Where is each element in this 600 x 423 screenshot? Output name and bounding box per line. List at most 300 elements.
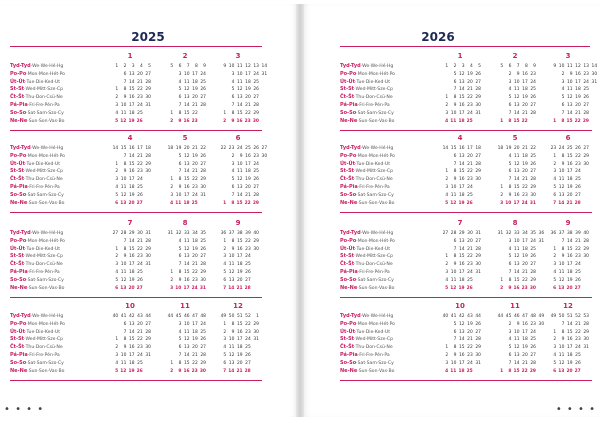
day-cell: 16 [575, 71, 581, 77]
day-cell: 24 [200, 71, 206, 77]
day-cell: 16 [183, 184, 190, 190]
day-cell: 42 [128, 314, 135, 319]
day-cell: 13 [458, 153, 465, 159]
weekday-label: St-St·Wed·Mitt·Sze·Cp [340, 336, 394, 343]
day-cell: 1 [500, 184, 504, 190]
day-cell: 21 [467, 161, 473, 167]
day-row [440, 168, 481, 176]
day-cell: 23 [245, 329, 251, 335]
day-cell: 29 [475, 169, 481, 175]
day-cell: 26 [200, 87, 206, 93]
day-cell: 20 [183, 146, 190, 151]
day-row [548, 153, 589, 161]
day-row [495, 176, 536, 184]
day-row [218, 277, 259, 285]
day-cell: 17 [128, 102, 135, 108]
day-cell: 9 [561, 254, 565, 260]
day-cell: 30 [475, 262, 481, 268]
day-cell: 4 [508, 246, 512, 252]
day-cell: 1 [553, 153, 557, 159]
day-cell: 3 [561, 79, 565, 85]
day-cell: 16 [566, 337, 573, 343]
day-row [165, 168, 206, 176]
day-cell: 12 [183, 337, 190, 343]
day-row [495, 86, 536, 94]
day-row [165, 102, 206, 110]
day-cell: 23 [550, 146, 557, 151]
week-number-row [110, 230, 151, 238]
day-cell: 6 [508, 262, 512, 268]
weekday-label: Čt-Št·Thu·Don·Csü·Ne [10, 176, 63, 183]
day-cell: 19 [467, 71, 473, 77]
day-cell: 23 [575, 254, 581, 260]
month-number: 5 [182, 134, 188, 142]
day-row [218, 344, 259, 352]
day-cell: 9 [123, 169, 127, 175]
day-row [165, 277, 206, 285]
day-cell: 14 [566, 321, 573, 327]
day-cell: 14 [261, 64, 268, 69]
day-cell: 14 [458, 161, 465, 167]
day-cell: 22 [467, 95, 473, 101]
day-cell: 2 [445, 177, 449, 183]
day-cell: 40 [583, 231, 589, 236]
month-grid [495, 63, 536, 125]
day-cell: 31 [475, 231, 481, 236]
day-cell: 27 [475, 238, 481, 244]
day-cell: 10 [236, 71, 243, 77]
day-cell: 20 [236, 360, 243, 366]
day-cell: 19 [192, 153, 198, 159]
day-cell: 21 [137, 79, 143, 85]
day-row [110, 269, 151, 277]
day-cell: 10 [450, 269, 457, 275]
day-cell: 47 [192, 314, 198, 319]
day-cell: 1 [115, 161, 119, 167]
day-row [110, 336, 151, 344]
day-cell: 38 [236, 231, 243, 236]
day-cell: 40 [253, 231, 259, 236]
day-cell: 17 [467, 146, 473, 151]
weekday-label: Po-Po·Mon·Mon·Hét·Po [340, 237, 395, 244]
day-row [495, 253, 544, 261]
day-cell: 16 [128, 146, 135, 151]
day-cell: 17 [458, 269, 465, 275]
day-row [548, 321, 589, 329]
day-cell: 12 [236, 87, 243, 93]
day-cell: 19 [192, 337, 198, 343]
day-row [110, 192, 151, 200]
day-cell: 27 [574, 285, 581, 291]
day-cell: 30 [253, 246, 259, 252]
day-cell: 22 [530, 146, 536, 151]
day-cell: 20 [128, 200, 135, 206]
day-cell: 18 [236, 345, 243, 351]
day-cell: 39 [245, 231, 251, 236]
day-row [548, 118, 597, 126]
day-row [495, 168, 536, 176]
month-grid [165, 145, 206, 207]
day-cell: 18 [167, 146, 174, 151]
day-cell: 24 [245, 337, 251, 343]
day-row [165, 110, 206, 118]
day-cell: 26 [253, 87, 259, 93]
day-cell: 14 [128, 79, 135, 85]
day-cell: 4 [115, 184, 119, 190]
day-cell: 20 [192, 254, 198, 260]
day-cell: 27 [112, 231, 119, 236]
month-number: 9 [235, 219, 241, 227]
day-cell: 20 [522, 102, 528, 108]
day-cell: 16 [522, 321, 528, 327]
weekday-labels [10, 230, 65, 292]
day-cell: 16 [236, 118, 243, 124]
day-cell: 19 [522, 161, 528, 167]
day-cell: 8 [231, 200, 235, 206]
day-cell: 50 [228, 314, 235, 319]
month-grid [440, 63, 481, 125]
day-cell: 9 [553, 64, 557, 69]
day-cell: 8 [508, 368, 512, 374]
day-cell: 22 [574, 118, 581, 124]
weekday-label: St-St·Wed·Mitt·Sze·Cp [10, 253, 64, 260]
day-cell: 11 [558, 177, 565, 183]
day-cell: 10 [183, 321, 190, 327]
day-cell: 14 [128, 153, 135, 159]
day-cell: 13 [558, 368, 565, 374]
day-cell: 29 [475, 95, 481, 101]
day-cell: 26 [137, 277, 143, 283]
day-cell: 27 [583, 102, 589, 108]
day-cell: 20 [245, 95, 251, 101]
day-row [110, 238, 151, 246]
month-number: 12 [233, 302, 243, 310]
day-cell: 17 [513, 200, 520, 206]
month-number: 4 [457, 134, 463, 142]
day-cell: 25 [466, 118, 473, 124]
day-cell: 3 [178, 321, 182, 327]
day-cell: 25 [575, 177, 581, 183]
day-cell: 19 [522, 345, 528, 351]
weekday-label: Čt-Št·Thu·Don·Csü·Ne [340, 261, 393, 268]
day-cell: 2 [115, 95, 119, 101]
day-cell: 2 [231, 153, 235, 159]
day-cell: 14 [236, 192, 243, 198]
day-cell: 24 [521, 200, 528, 206]
day-cell: 28 [253, 192, 259, 198]
day-cell: 9 [569, 71, 573, 77]
day-cell: 5 [553, 277, 557, 283]
day-cell: 14 [458, 337, 465, 343]
day-cell: 15 [458, 169, 465, 175]
day-cell: 31 [253, 337, 259, 343]
day-cell: 22 [200, 146, 206, 151]
day-cell: 4 [561, 87, 565, 93]
day-cell: 16 [458, 352, 465, 358]
day-cell: 9 [178, 118, 182, 124]
day-cell: 1 [500, 118, 504, 124]
day-cell: 11 [120, 184, 127, 190]
day-cell: 30 [200, 277, 206, 283]
day-cell: 12 [183, 246, 190, 252]
weekday-label: Tyd-Tyd·We·We·Hé·Hg [340, 145, 394, 151]
day-cell: 25 [583, 87, 589, 93]
weekday-labels [340, 63, 395, 125]
day-cell: 21 [566, 200, 573, 206]
week-number-row [110, 313, 151, 321]
day-cell: 19 [522, 95, 528, 101]
day-cell: 2 [445, 102, 449, 108]
day-cell: 19 [128, 277, 135, 283]
day-cell: 12 [513, 254, 520, 260]
day-row [548, 253, 589, 261]
day-cell: 27 [475, 79, 481, 85]
day-row [440, 118, 481, 126]
day-cell: 8 [561, 246, 565, 252]
day-cell: 15 [513, 184, 520, 190]
day-cell: 28 [530, 269, 536, 275]
day-cell: 1 [223, 238, 227, 244]
day-cell: 30 [137, 231, 143, 236]
day-cell: 31 [200, 192, 206, 198]
day-row [440, 94, 481, 102]
day-cell: 9 [178, 277, 182, 283]
day-cell: 25 [467, 192, 473, 198]
day-row [495, 285, 544, 293]
day-row [440, 200, 481, 208]
day-cell: 2 [553, 337, 557, 343]
day-row [165, 94, 206, 102]
day-cell: 12 [228, 269, 235, 275]
day-cell: 6 [508, 352, 512, 358]
day-cell: 25 [566, 146, 573, 151]
day-cell: 8 [231, 321, 235, 327]
month-number: 7 [457, 219, 463, 227]
day-cell: 2 [170, 368, 174, 374]
day-cell: 20 [522, 352, 528, 358]
day-cell: 10 [558, 262, 565, 268]
day-cell: 1 [445, 254, 449, 260]
day-cell: 19 [128, 368, 135, 374]
day-cell: 10 [120, 352, 127, 358]
day-cell: 40 [442, 314, 449, 319]
year-title-right: 2026 [421, 30, 455, 44]
day-cell: 42 [458, 314, 465, 319]
day-cell: 46 [183, 314, 190, 319]
day-cell: 4 [508, 337, 512, 343]
day-cell: 6 [453, 329, 457, 335]
weekday-label: Čt-Št·Thu·Don·Csü·Ne [10, 344, 63, 351]
day-cell: 6 [115, 285, 119, 291]
day-cell: 13 [120, 285, 127, 291]
day-cell: 12 [245, 64, 251, 69]
day-row [548, 344, 589, 352]
day-cell: 43 [137, 314, 143, 319]
week-number-row [165, 313, 206, 321]
day-cell: 15 [128, 87, 135, 93]
day-row [548, 79, 597, 87]
day-cell: 17 [236, 337, 243, 343]
day-cell: 11 [450, 368, 457, 374]
weekday-label: Út-Út·Tue·Die·Ked·Ut [340, 160, 390, 167]
day-cell: 29 [145, 87, 151, 93]
day-cell: 1 [553, 329, 557, 335]
day-cell: 22 [137, 246, 143, 252]
day-cell: 30 [252, 118, 259, 124]
day-cell: 9 [453, 102, 457, 108]
day-cell: 3 [170, 192, 174, 198]
day-cell: 28 [200, 169, 206, 175]
day-cell: 6 [453, 79, 457, 85]
day-row [495, 110, 536, 118]
weekday-labels [340, 313, 395, 375]
month-number: 10 [455, 302, 465, 310]
day-cell: 3 [445, 269, 449, 275]
day-cell: 13 [183, 254, 190, 260]
day-cell: 29 [530, 184, 536, 190]
day-cell: 8 [194, 64, 198, 69]
weekday-label: So-So·Sat·Sam·Szo·Cy [340, 359, 394, 366]
day-row [110, 321, 151, 329]
day-cell: 24 [575, 345, 581, 351]
day-cell: 6 [178, 345, 182, 351]
day-cell: 10 [120, 262, 127, 268]
day-cell: 20 [522, 169, 528, 175]
day-cell: 21 [192, 169, 198, 175]
day-row [165, 118, 206, 126]
day-cell: 2 [561, 71, 565, 77]
day-cell: 6 [178, 95, 182, 101]
day-cell: 4 [445, 118, 449, 124]
day-row [110, 102, 151, 110]
day-cell: 26 [575, 360, 581, 366]
day-cell: 10 [558, 345, 565, 351]
book-spine [296, 4, 304, 417]
day-cell: 11 [236, 169, 243, 175]
month-grid [165, 230, 206, 292]
day-cell: 9 [231, 118, 235, 124]
day-cell: 20 [192, 345, 198, 351]
day-cell: 52 [575, 314, 581, 319]
day-row [218, 184, 267, 192]
day-row [218, 246, 259, 254]
day-cell: 24 [530, 329, 536, 335]
day-cell: 4 [231, 169, 235, 175]
day-cell: 8 [231, 238, 235, 244]
day-row [440, 153, 481, 161]
day-cell: 7 [223, 368, 227, 374]
day-cell: 2 [453, 64, 457, 69]
day-cell: 14 [458, 246, 465, 252]
day-cell: 1 [223, 110, 227, 116]
day-cell: 14 [513, 110, 520, 116]
day-row [218, 253, 259, 261]
day-cell: 8 [178, 269, 182, 275]
week-number-row [165, 63, 206, 71]
day-cell: 28 [244, 285, 251, 291]
day-cell: 21 [245, 102, 251, 108]
day-cell: 16 [183, 118, 190, 124]
day-cell: 24 [245, 254, 251, 260]
day-cell: 25 [575, 352, 581, 358]
day-cell: 15 [566, 118, 573, 124]
day-cell: 25 [466, 368, 473, 374]
day-cell: 5 [508, 95, 512, 101]
day-cell: 16 [513, 285, 520, 291]
day-row [110, 86, 151, 94]
day-row [495, 336, 544, 344]
day-cell: 6 [453, 153, 457, 159]
day-cell: 21 [522, 146, 528, 151]
day-cell: 16 [236, 329, 243, 335]
day-cell: 18 [458, 277, 465, 283]
day-cell: 9 [223, 64, 227, 69]
day-cell: 27 [261, 146, 268, 151]
day-cell: 28 [145, 79, 151, 85]
day-cell: 18 [497, 146, 504, 151]
day-cell: 31 [261, 71, 268, 77]
day-cell: 16 [183, 277, 190, 283]
day-cell: 10 [450, 110, 457, 116]
day-cell: 10 [505, 200, 512, 206]
day-cell: 24 [575, 262, 581, 268]
month-row-divider [10, 297, 262, 298]
day-cell: 28 [530, 177, 536, 183]
day-cell: 28 [530, 110, 536, 116]
day-cell: 25 [200, 329, 206, 335]
day-row [110, 253, 151, 261]
day-cell: 16 [236, 246, 243, 252]
day-cell: 26 [575, 277, 581, 283]
day-cell: 22 [137, 337, 143, 343]
day-cell: 23 [467, 177, 473, 183]
weekday-label: Út-Út·Tue·Die·Ked·Ut [10, 160, 60, 167]
day-cell: 10 [183, 71, 190, 77]
weekday-label: Pá-Pia·Fri·Fre·Pén·Pa [10, 351, 60, 358]
week-number-row [218, 313, 259, 321]
day-cell: 32 [175, 231, 182, 236]
day-row [548, 329, 589, 337]
day-row [165, 321, 206, 329]
day-cell: 30 [467, 231, 473, 236]
day-row [548, 110, 597, 118]
day-row [218, 86, 267, 94]
day-cell: 5 [115, 192, 119, 198]
month-grid [165, 313, 206, 375]
day-row [440, 321, 481, 329]
day-cell: 17 [137, 146, 143, 151]
weekday-label: Pá-Pia·Fri·Fre·Pén·Pa [10, 101, 60, 108]
day-cell: 17 [458, 110, 465, 116]
day-row [165, 253, 206, 261]
month-grid [440, 145, 481, 207]
day-row [165, 71, 206, 79]
day-cell: 28 [145, 153, 151, 159]
day-cell: 11 [120, 269, 127, 275]
day-cell: 25 [200, 79, 206, 85]
day-row [440, 336, 481, 344]
month-number: 3 [565, 52, 571, 60]
day-row [495, 153, 536, 161]
weekday-label: So-So·Sat·Sam·Szo·Cy [10, 191, 64, 198]
weekday-label: So-So·Sat·Sam·Szo·Cy [10, 276, 64, 283]
weekday-labels [340, 145, 395, 207]
day-cell: 6 [553, 285, 557, 291]
day-cell: 17 [522, 329, 528, 335]
day-row [110, 161, 151, 169]
day-cell: 22 [192, 360, 198, 366]
day-cell: 30 [145, 345, 151, 351]
